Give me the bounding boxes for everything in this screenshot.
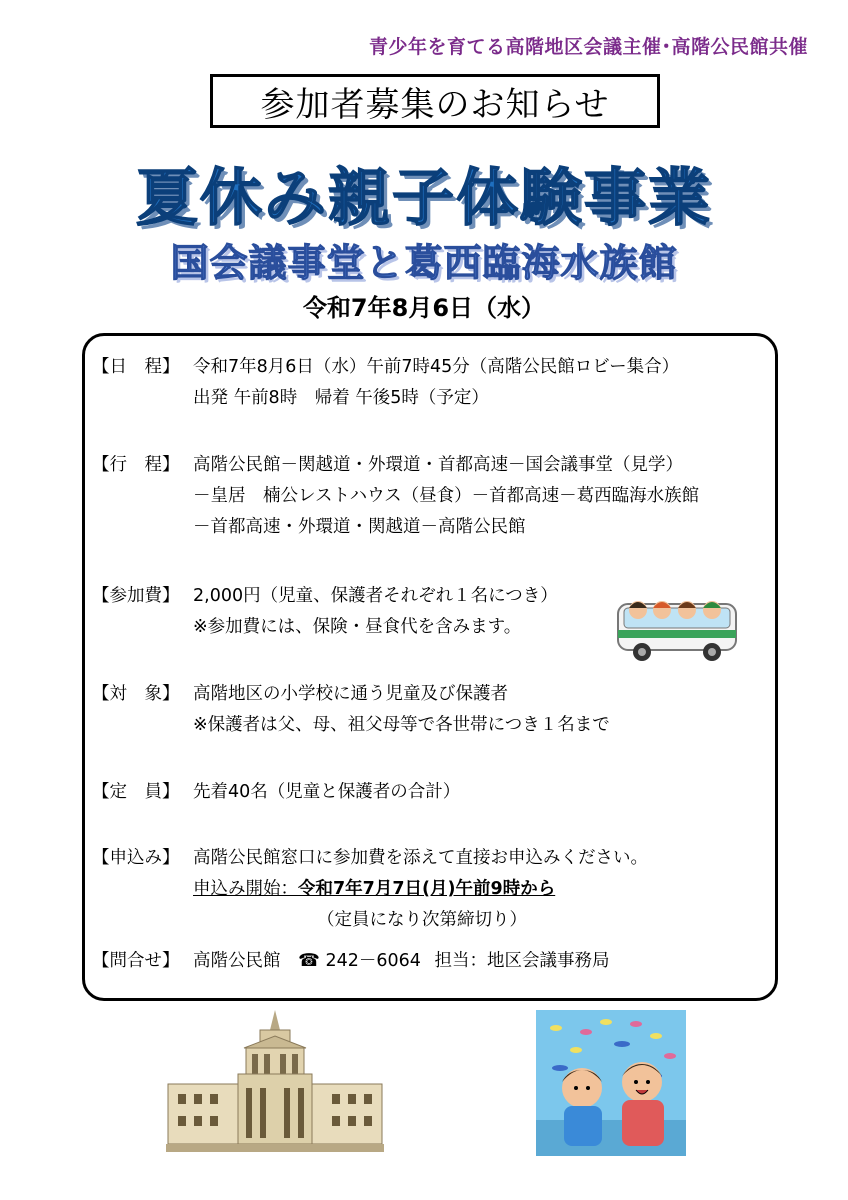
- capacity-label: 【定 員】: [92, 782, 180, 802]
- target-line: 高階地区の小学校に通う児童及び保護者: [193, 684, 508, 704]
- organizer-text: 青少年を育てる高階地区会議主催･高階公民館共催: [368, 36, 808, 58]
- phone-icon: ☎: [298, 951, 320, 971]
- fee-line: 2,000円（児童、保護者それぞれ１名につき）: [193, 586, 558, 606]
- capacity-line: 先着40名（児童と保護者の合計）: [193, 782, 461, 802]
- diet-building-illustration: [164, 1008, 386, 1154]
- application-line: 高階公民館窓口に参加費を添えて直接お申込みください。: [193, 848, 648, 868]
- contact-place: 高階公民館: [193, 951, 281, 971]
- application-start: [193, 874, 648, 905]
- schedule-label: 【日 程】: [92, 357, 180, 377]
- itinerary-label: 【行 程】: [92, 455, 180, 475]
- contact-phone: 242－6064: [325, 951, 421, 971]
- aquarium-illustration: [536, 1010, 686, 1156]
- application-start-value: 令和7年7月7日(月)午前9時から: [298, 879, 556, 899]
- notice-title: 参加者募集のお知らせ: [210, 74, 660, 128]
- contact-label: 【問合せ】: [92, 951, 180, 971]
- contact-line: [193, 946, 610, 977]
- target-label: 【対 象】: [92, 684, 180, 704]
- application-note: （定員になり次第締切り）: [317, 910, 527, 930]
- itinerary-line: －皇居 楠公レストハウス（昼食）－首都高速－葛西臨海水族館: [193, 486, 700, 506]
- contact-person: 担当：地区会議事務局: [434, 951, 610, 971]
- schedule-line: 令和7年8月6日（水）午前7時45分（高階公民館ロビー集合）: [193, 357, 680, 377]
- schedule-line: 出発 午前8時 帰着 午後5時（予定）: [193, 388, 489, 408]
- subtitle: 国会議事堂と葛西臨海水族館: [170, 241, 678, 285]
- itinerary-line: 高階公民館－関越道・外環道・首都高速－国会議事堂（見学）: [193, 455, 683, 475]
- fee-line: ※参加費には、保険・昼食代を含みます。: [193, 617, 522, 637]
- target-line: ※保護者は父、母、祖父母等で各世帯につき１名まで: [193, 715, 610, 735]
- application-label: 【申込み】: [92, 848, 180, 868]
- event-date: 令和7年8月6日（水）: [302, 294, 546, 322]
- itinerary-line: －首都高速・外環道・関越道－高階公民館: [193, 517, 526, 537]
- bus-illustration: [614, 590, 740, 666]
- application-start-prefix: 申込み開始：: [193, 879, 298, 899]
- main-title: 夏休み親子体験事業: [135, 161, 712, 234]
- fee-label: 【参加費】: [92, 586, 180, 606]
